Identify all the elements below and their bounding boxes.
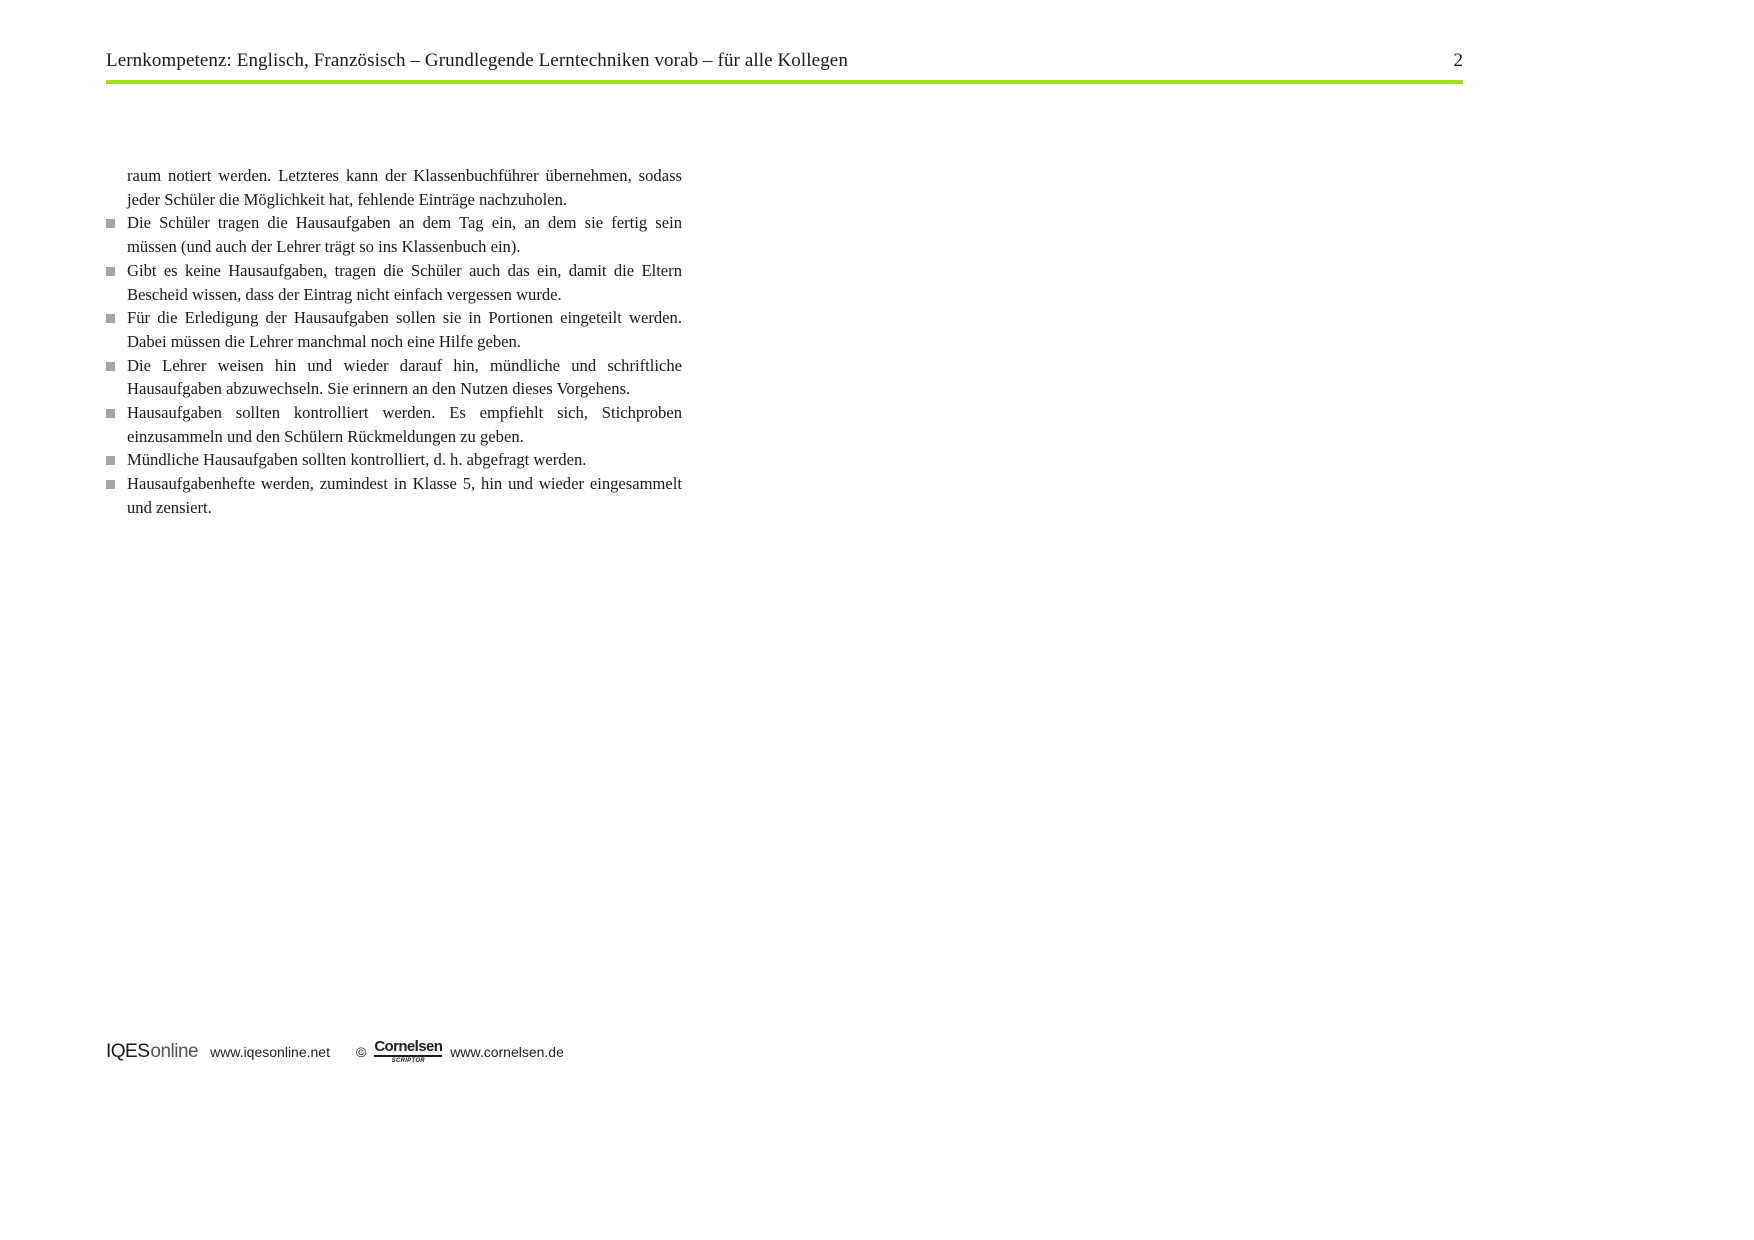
- list-item-text: Hausaufgaben sollten kontrolliert werden. Es empfiehlt sich, Stichproben einzusammeln und den Schülern Rückmeldungen zu geben.: [127, 403, 682, 446]
- square-bullet-icon: [106, 456, 115, 465]
- main-content: [106, 164, 682, 520]
- iqes-url-link[interactable]: www.iqesonline.net: [210, 1044, 330, 1060]
- list-item: [106, 401, 682, 448]
- list-item-text: Die Schüler tragen die Hausaufgaben an dem Tag ein, an dem sie fertig sein müssen (und auch der Lehrer trägt so ins Klassenbuch ein).: [127, 213, 682, 257]
- square-bullet-icon: [106, 314, 115, 323]
- iqes-online-logo: [106, 1041, 198, 1063]
- cornelsen-logo-word: Cornelsen: [374, 1037, 443, 1055]
- list-item-text: Gibt es keine Hausaufgaben, tragen die Schüler auch das ein, damit die Eltern Bescheid wissen, dass der Eintrag nicht einfach vergessen wurde.: [127, 260, 682, 304]
- square-bullet-icon: [106, 219, 115, 228]
- page-title: Lernkompetenz: Englisch, Französisch – Grundlegende Lerntechniken vorab – für alle Kollegen: [106, 50, 848, 71]
- page-header: [106, 48, 1463, 84]
- square-bullet-icon: [106, 409, 115, 418]
- header-rule: [106, 80, 1463, 84]
- square-bullet-icon: [106, 267, 115, 276]
- list-item-text: Mündliche Hausaufgaben sollten kontrolliert, d. h. abgefragt werden.: [127, 450, 587, 470]
- list-item: [106, 211, 682, 258]
- list-item-text: Für die Erledigung der Hausaufgaben sollen sie in Portionen eingeteilt werden. Dabei müssen die Lehrer manchmal noch eine Hilfe geben.: [127, 308, 682, 351]
- cornelsen-url-link[interactable]: www.cornelsen.de: [450, 1044, 564, 1060]
- bullet-list: [106, 211, 682, 519]
- list-item-text: Die Lehrer weisen hin und wieder darauf hin, mündliche und schriftliche Hausaufgaben abzuwechseln. Sie erinnern an den Nutzen dieses Vorgehens.: [127, 355, 682, 399]
- page-number: 2: [1453, 50, 1463, 71]
- square-bullet-icon: [106, 480, 115, 489]
- continuation-paragraph: raum notiert werden. Letzteres kann der Klassenbuchführer übernehmen, sodass jeder Schüler die Möglichkeit hat, fehlende Einträge nachzuholen.: [127, 166, 682, 209]
- iqes-logo-strong: IQES: [106, 1041, 150, 1062]
- iqes-logo-light: online: [150, 1041, 199, 1062]
- list-item: [106, 354, 682, 401]
- list-item: [106, 306, 682, 353]
- copyright-symbol: ©: [355, 1044, 367, 1060]
- list-item-text: Hausaufgabenhefte werden, zumindest in Klasse 5, hin und wieder eingesammelt und zensiert.: [127, 474, 682, 517]
- list-item: [106, 472, 682, 519]
- page-footer: [106, 1037, 564, 1064]
- list-item: [106, 448, 682, 472]
- cornelsen-scriptor-logo: [374, 1039, 442, 1064]
- square-bullet-icon: [106, 362, 115, 371]
- cornelsen-logo-sub: SCRIPTOR: [391, 1057, 425, 1064]
- list-item: [106, 259, 682, 306]
